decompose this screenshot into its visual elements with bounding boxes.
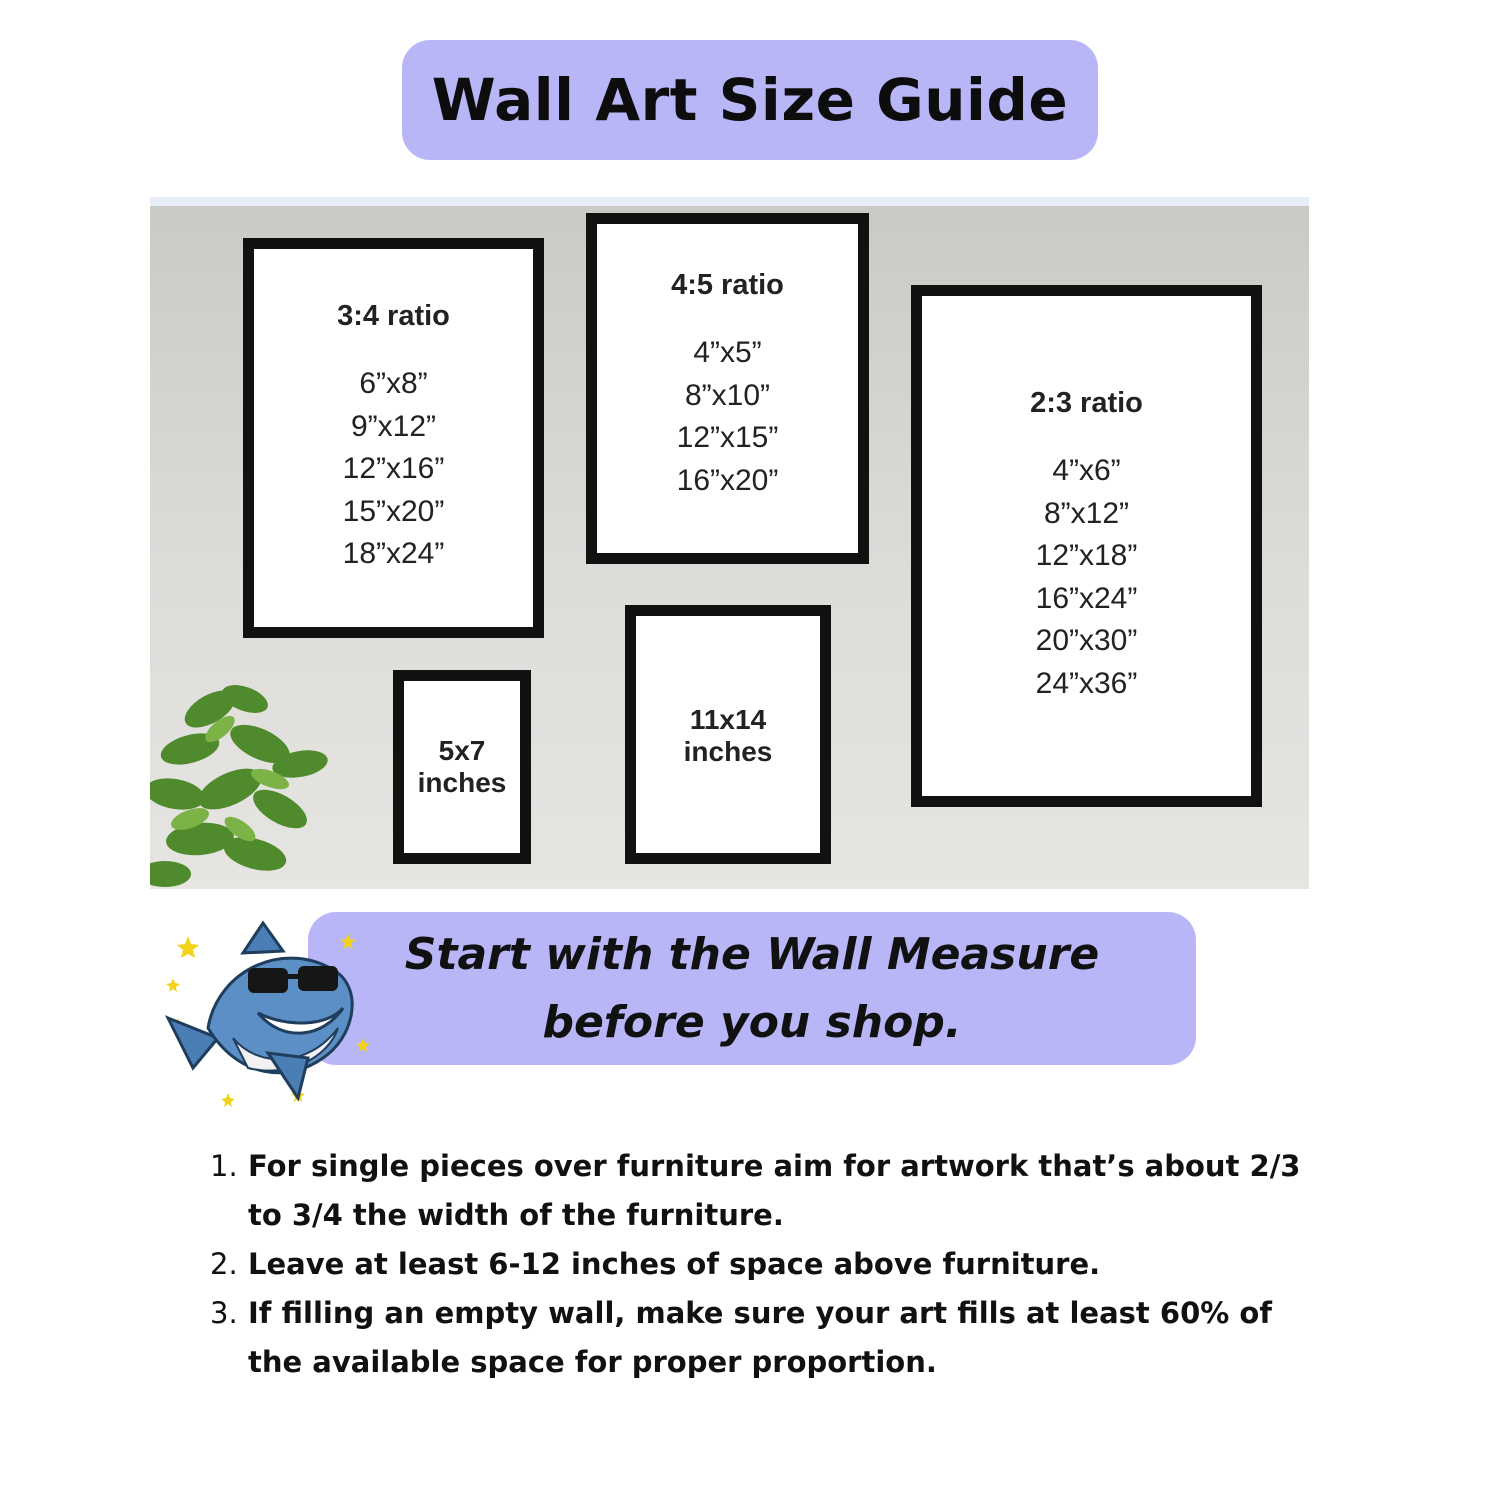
frame-3-4-sizes (343, 363, 445, 576)
tip-banner (308, 912, 1196, 1065)
size-item: 20”x30” (1035, 624, 1138, 657)
size-item: 9”x12” (350, 409, 437, 443)
potted-plant-icon (150, 669, 340, 889)
frame-4-5-sizes (677, 332, 779, 502)
frame-2-3-sizes (1036, 450, 1138, 705)
title-banner (402, 40, 1098, 160)
size-item: 8”x12” (1043, 496, 1130, 530)
list-item (210, 1142, 1310, 1240)
size-item: 16”x20” (676, 463, 779, 497)
frame-4-5-heading: 4:5 ratio (671, 269, 784, 301)
size-item: 16”x24” (1035, 581, 1138, 615)
tip-banner-line2: before you shop. (542, 996, 962, 1048)
frame-4-5-ratio (586, 213, 869, 564)
size-item: 24”x36” (1035, 666, 1138, 700)
frame-2-3-ratio (911, 285, 1262, 807)
tip-banner-line1: Start with the Wall Measure (404, 928, 1100, 980)
size-item: 4”x5” (693, 336, 762, 369)
frame-11x14-line2: inches (683, 736, 773, 767)
list-item (210, 1289, 1310, 1387)
tip-number: 1. (210, 1149, 238, 1183)
frame-5x7-line2: inches (417, 767, 507, 798)
size-item: 4”x6” (1052, 454, 1121, 487)
size-item: 18”x24” (342, 537, 445, 571)
page-title: Wall Art Size Guide (431, 66, 1069, 134)
list-item (210, 1240, 1310, 1289)
wall-photo (150, 197, 1309, 889)
frame-11x14-line1: 11x14 (689, 704, 767, 735)
tips-list (210, 1142, 1310, 1387)
tip-text: If filling an empty wall, make sure your art fills at least 60% of the available space for proper proportion. (248, 1296, 1272, 1379)
tip-text: For single pieces over furniture aim for artwork that’s about 2/3 to 3/4 the width of the furniture. (248, 1149, 1301, 1232)
frame-5x7-line1: 5x7 (438, 735, 486, 766)
size-item: 6”x8” (359, 367, 428, 401)
size-item: 12”x18” (1035, 539, 1138, 572)
tip-text: Leave at least 6-12 inches of space above furniture. (248, 1247, 1101, 1281)
frame-3-4-heading: 3:4 ratio (337, 300, 450, 333)
tip-number: 3. (210, 1296, 238, 1330)
frame-11x14 (625, 605, 831, 864)
frame-5x7 (393, 670, 531, 864)
size-item: 12”x15” (676, 421, 779, 454)
tip-number: 2. (210, 1247, 238, 1281)
frame-2-3-heading: 2:3 ratio (1030, 387, 1143, 419)
frame-3-4-ratio (243, 238, 544, 638)
shark-with-sunglasses-icon (148, 918, 378, 1108)
wall-top-edge (150, 197, 1309, 206)
size-item: 8”x10” (684, 378, 771, 412)
size-item: 15”x20” (342, 494, 445, 528)
size-item: 12”x16” (342, 452, 445, 486)
